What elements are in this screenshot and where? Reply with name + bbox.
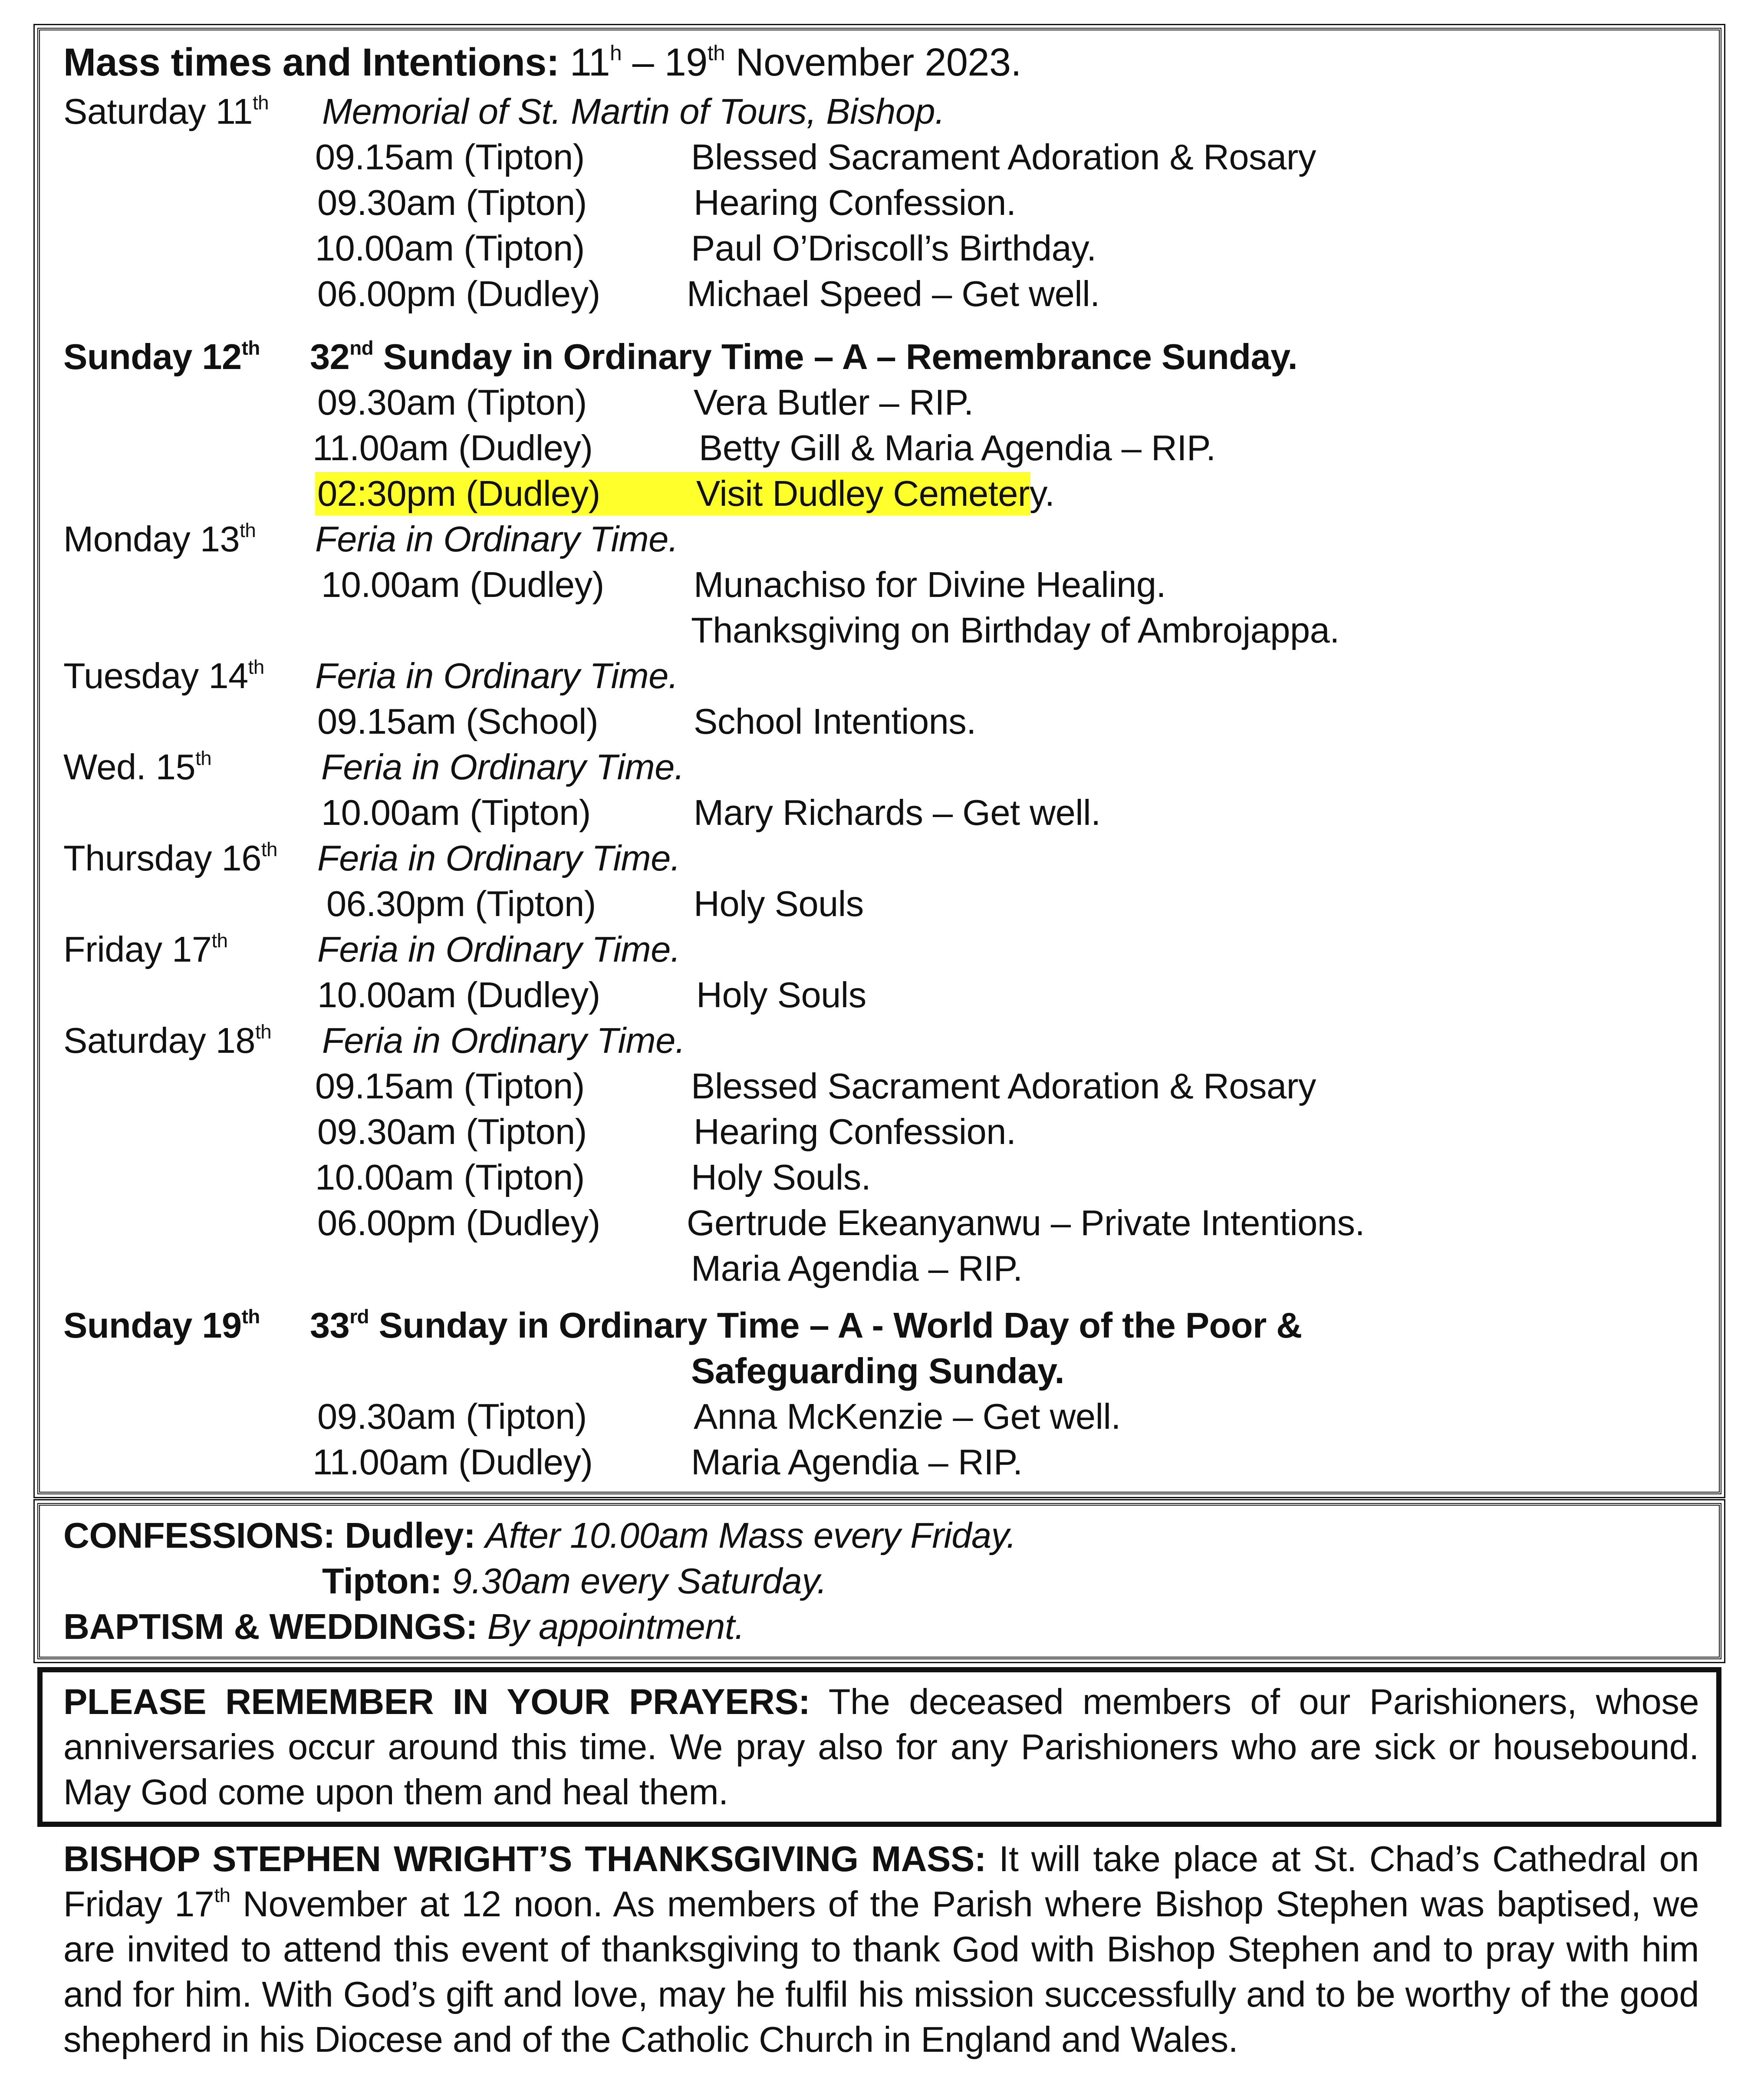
mass-intention: Maria Agendia – RIP.	[691, 1442, 1023, 1482]
mass-time: 11.00am (Dudley)	[313, 1442, 593, 1482]
mass-intention: Thanksgiving on Birthday of Ambrojappa.	[691, 610, 1339, 650]
day-label: Sunday 19th	[63, 1305, 260, 1345]
mass-intention: Michael Speed – Get well.	[687, 274, 1100, 314]
day-label: Wed. 15th	[63, 747, 212, 787]
mass-time: 06.00pm (Dudley)	[317, 274, 600, 314]
day-label: Friday 17th	[63, 929, 228, 969]
mass-intention: Hearing Confession.	[694, 182, 1016, 223]
mass-time: 10.00am (Tipton)	[321, 792, 591, 833]
mass-intention: Hearing Confession.	[694, 1111, 1016, 1152]
feast-label: Feria in Ordinary Time.	[321, 747, 685, 787]
mass-time: 06.30pm (Tipton)	[326, 883, 596, 924]
mass-intention: Holy Souls	[696, 975, 866, 1015]
confessions-dudley-line: CONFESSIONS: Dudley: After 10.00am Mass every Friday.	[63, 1515, 1017, 1556]
day-label: Monday 13th	[63, 519, 256, 559]
mass-intention: Munachiso for Divine Healing.	[694, 564, 1166, 605]
mass-intention: Mary Richards – Get well.	[694, 792, 1101, 833]
mass-time: 10.00am (Tipton)	[315, 228, 585, 268]
day-label: Saturday 18th	[63, 1020, 272, 1061]
mass-intention: Blessed Sacrament Adoration & Rosary	[691, 1066, 1316, 1106]
mass-intention: Holy Souls.	[691, 1157, 871, 1197]
mass-title-label: Mass times and Intentions:	[63, 41, 559, 84]
feast-label: Memorial of St. Martin of Tours, Bishop.	[322, 91, 945, 132]
day-label: Sunday 12th	[63, 336, 260, 377]
mass-intention: Paul O’Driscoll’s Birthday.	[691, 228, 1096, 268]
mass-intention: Maria Agendia – RIP.	[691, 1248, 1023, 1289]
mass-intention: Holy Souls	[694, 883, 864, 924]
mass-time: 11.00am (Dudley)	[313, 428, 593, 468]
mass-intention: Betty Gill & Maria Agendia – RIP.	[699, 428, 1216, 468]
mass-title-d1: 11	[569, 41, 610, 84]
mass-intention: Blessed Sacrament Adoration & Rosary	[691, 137, 1316, 177]
day-label: Tuesday 14th	[63, 656, 264, 696]
mass-intention: School Intentions.	[694, 701, 976, 742]
mass-time: 09.30am (Tipton)	[317, 1396, 587, 1437]
feast-label: Feria in Ordinary Time.	[315, 656, 678, 696]
mass-time: 02:30pm (Dudley)	[317, 473, 600, 514]
mass-time: 09.15am (School)	[317, 701, 599, 742]
mass-time: 10.00am (Tipton)	[315, 1157, 585, 1197]
feast-label-cont: Safeguarding Sunday.	[691, 1351, 1065, 1391]
mass-time: 09.15am (Tipton)	[315, 1066, 585, 1106]
prayers-paragraph: PLEASE REMEMBER IN YOUR PRAYERS: The deceased members of our Parishioners, whose anniversaries occur around this time. We pray also for any Parishioners who are sick or housebound. May God come upon them and heal them.	[63, 1681, 1699, 1812]
mass-time: 09.30am (Tipton)	[317, 182, 587, 223]
mass-time: 10.00am (Dudley)	[321, 564, 604, 605]
day-label: Thursday 16th	[63, 838, 277, 878]
mass-time: 09.30am (Tipton)	[317, 382, 587, 422]
mass-time: 10.00am (Dudley)	[317, 975, 600, 1015]
mass-intention: Vera Butler – RIP.	[694, 382, 974, 422]
feast-label: Feria in Ordinary Time.	[317, 838, 681, 878]
feast-label: 32nd Sunday in Ordinary Time – A – Remembrance Sunday.	[310, 336, 1298, 377]
mass-title: Mass times and Intentions: 11$^h$ – 19th November 2023.	[63, 41, 1022, 84]
mass-intention: Anna McKenzie – Get well.	[694, 1396, 1121, 1437]
mass-time: 09.30am (Tipton)	[317, 1111, 587, 1152]
baptism-line: BAPTISM & WEDDINGS: By appointment.	[63, 1606, 745, 1647]
mass-intention: Gertrude Ekeanyanwu – Private Intentions.	[687, 1203, 1365, 1243]
feast-label: Feria in Ordinary Time.	[317, 929, 681, 969]
feast-label: 33rd Sunday in Ordinary Time – A - World Day of the Poor &	[310, 1305, 1302, 1345]
bishop-paragraph: BISHOP STEPHEN WRIGHT’S THANKSGIVING MASS: It will take place at St. Chad’s Cathedral on Friday 17th November at 12 noon. As members of the Parish where Bishop Stephen was baptised, we are invited to attend this event of thanksgiving to thank God with Bishop Stephen and to pray with him and for him. With God’s gift and love, may he fulfil his mission successfully and to be worthy of the good shepherd in his Diocese and of the Catholic Church in England and Wales.	[63, 1839, 1699, 2060]
mass-intention: Visit Dudley Cemetery.	[696, 473, 1055, 514]
mass-time: 09.15am (Tipton)	[315, 137, 585, 177]
feast-label: Feria in Ordinary Time.	[322, 1020, 685, 1061]
day-label: Saturday 11th	[63, 91, 269, 132]
feast-label: Feria in Ordinary Time.	[315, 519, 678, 559]
mass-time: 06.00pm (Dudley)	[317, 1203, 600, 1243]
confessions-tipton-line: Tipton: 9.30am every Saturday.	[322, 1561, 827, 1601]
